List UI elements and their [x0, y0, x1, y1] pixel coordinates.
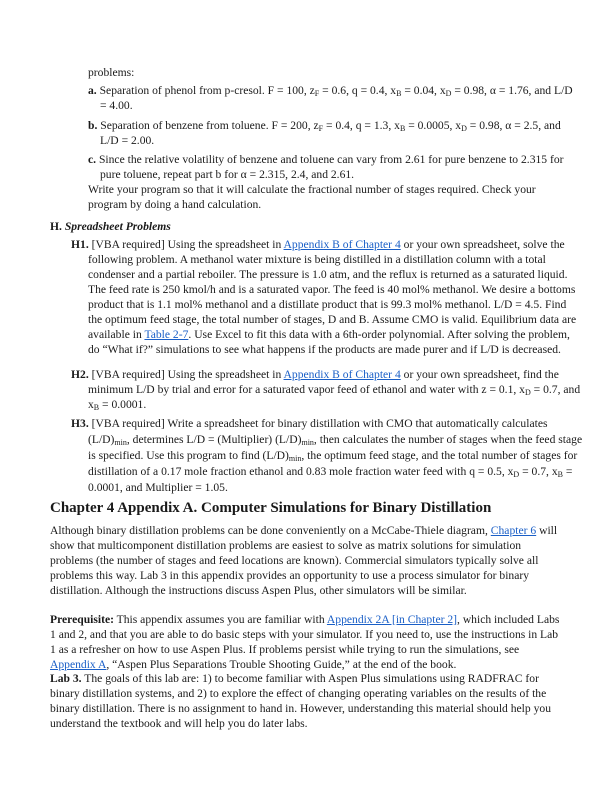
problem-h1: H1. [VBA required] Using the spreadsheet in Appendix B of Chapter 4 or your own spreadsheet, solve the following problem. A methanol water mixture is being distilled in a distillation column with a total condenser and a partial reboiler. The pressure is 1.0 atm, and the reflux is returned as a saturated liquid. The feed rate is 250 kmol/h and is a saturated vapor. The feed is 40 mol% methanol. We desire a bottoms product that is 1.1 mol% methanol and a distillate product that is 99.3 mol% methanol. L/D = 4.5. Find the optimum feed stage, the total number of stages, D and B. Assume CMO is valid. Equilibrium data are available in Table 2-7. Use Excel to fit this data with a 6th-order polynomial. After solving the problem, do “What if?” simulations to see what happens if the products are made purer and if L/D is decreased.: [71, 238, 577, 356]
lab3-paragraph: Lab 3. The goals of this lab are: 1) to become familiar with Aspen Plus simulations using RADFRAC for binary distillation systems, and 2) to explore the effect of changing operating variables on the results of the binary distillation. There is no assignment to hand in. However, understanding this material should help you understand the textbook and will help you do later labs.: [50, 672, 551, 730]
link-appendix-b-chapter-4[interactable]: Appendix B of Chapter 4: [283, 238, 401, 251]
problem-label: H1.: [71, 238, 89, 251]
link-table-2-7[interactable]: Table 2-7: [144, 328, 189, 341]
link-appendix-a[interactable]: Appendix A: [50, 658, 107, 671]
part-label: a.: [88, 84, 97, 97]
link-appendix-b-chapter-4[interactable]: Appendix B of Chapter 4: [283, 368, 401, 381]
section-heading: H. Spreadsheet Problems: [50, 220, 171, 233]
problem-h3: H3. [VBA required] Write a spreadsheet for binary distillation with CMO that automatically calculates $(L/D)_{min}$, determines L/D = (Multiplier) $(L/D)_{min}$, then calculates the number of stages when the feed stage is specified. Use this program to find $(L/D)_{min}$, the optimum feed stage, and the total number of stages for distillation of a 0.17 mole fraction ethanol and 0.83 mole fraction water feed with q = 0.5, $x_D = 0.7$, $x_B = 0.0001$, and Multiplier = 1.05.: [71, 417, 583, 494]
problem-label: H3.: [71, 417, 89, 430]
part-label: b.: [88, 119, 98, 132]
problem-h2: H2. [VBA required] Using the spreadsheet in Appendix B of Chapter 4 or your own spreadsheet, find the minimum L/D by trial and error for a saturated vapor feed of ethanol and water with z = 0.1, $x_D = 0.7$, and $x_B = 0.0001$.: [71, 368, 581, 412]
problem-instructions: Write your program so that it will calculate the fractional number of stages required. Check your program by doing a hand calculation.: [88, 183, 536, 211]
appendix-title: Chapter 4 Appendix A. Computer Simulations for Binary Distillation: [50, 500, 492, 516]
appendix-intro-paragraph: Although binary distillation problems can be done conveniently on a McCabe-Thiele diagram, Chapter 6 will show that multicomponent distillation problems are easiest to solve as matrix solutions for simulation problems (the number of stages and feed locations are known). Commercial simulators typically solve all problems this way. Lab 3 in this appendix provides an opportunity to use a process simulator for binary distillation. Although the instructions discuss Aspen Plus, other simulators will be similar.: [50, 524, 558, 597]
link-chapter-6[interactable]: Chapter 6: [490, 524, 537, 537]
link-appendix-2a[interactable]: Appendix 2A [in Chapter 2]: [326, 613, 458, 626]
problems-intro: problems:: [88, 66, 135, 79]
problem-part-a: a. Separation of phenol from p-cresol. F = 100, $z_F = 0.6$, q = 0.4, $x_B = 0.04$, $x_D = 0.98$, α = 1.76, and L/D = 4.00.: [88, 84, 573, 112]
prerequisite-paragraph: Prerequisite: This appendix assumes you are familiar with Appendix 2A [in Chapter 2], which included Labs 1 and 2, and that you are able to do basic steps with your simulator. If you need to, use the instructions in Lab 1 as a refresher on how to use Aspen Plus. If problems persist while trying to run the simulations, see Appendix A, “Aspen Plus Separations Trouble Shooting Guide,” at the end of the book.: [50, 613, 560, 671]
part-label: c.: [88, 153, 97, 166]
problem-label: H2.: [71, 368, 89, 381]
problem-part-b: b. Separation of benzene from toluene. F = 200, $z_F = 0.4$, q = 1.3, $x_B = 0.0005$, $x_D = 0.98$, α = 2.5, and L/D = 2.00.: [88, 119, 561, 147]
problem-part-c: c. Since the relative volatility of benzene and toluene can vary from 2.61 for pure benzene to 2.315 for pure toluene, repeat part b for α = 2.315, 2.4, and 2.61.: [88, 153, 564, 181]
